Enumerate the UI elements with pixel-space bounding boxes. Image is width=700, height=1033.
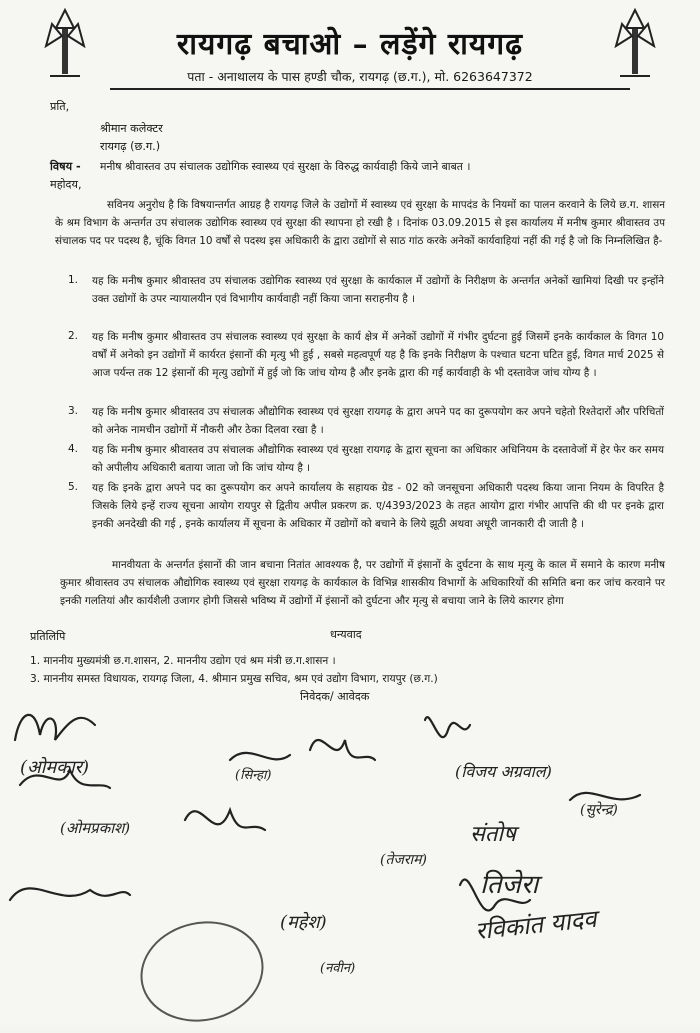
signature-name: (सिन्हा) <box>235 768 272 783</box>
intro-paragraph: सविनय अनुरोध है कि विषयान्तर्गत आग्रह है रायगढ़ जिले के उद्योगों में स्वास्थ्य एवं सुरक्षा के मापदंड के नियमों का पालन करवाने के लिये छ.ग. शासन के श्रम विभाग के अन्तर्गत उप संचालक उद्योगिक स्वास्थ्य एवं सुरक्षा की स्थापना हो रखी है । दिनांक 03.09.2015 से इस कार्यालय में मनीष कुमार श्रीवास्तव उप संचालक पद पर पदस्थ है, चूंकि विगत 10 वर्षों से पदस्थ इस अधिकारी के द्वारा उद्योगों से साठ गांठ करके अनेकों कार्यवाहियां नहीं की गई है जो कि निम्नलिखित है- <box>55 199 665 247</box>
point-text: यह कि मनीष कुमार श्रीवास्तव उप संचालक औद्योगिक स्वास्थ्य एवं सुरक्षा रायगढ़ के द्वारा सूचना का अधिकार अधिनियम के दस्तावेजों में हेर फेर कर समय को अपीलीय अधिकारी बताया जाता जो कि जांच योग्य है । <box>92 444 664 474</box>
signature-name: (तेजराम) <box>380 852 428 868</box>
tree-logo-icon <box>610 6 660 78</box>
subject-label: विषय - <box>50 160 81 173</box>
point-number: 2. <box>68 330 79 342</box>
point-text: यह कि मनीष कुमार श्रीवास्तव उप संचालक औद्योगिक स्वास्थ्य एवं सुरक्षा रायगढ़ के द्वारा अपने पद का दुरूपयोग कर अपने चहेतो रिश्तेदारों और परिचितों को अनेक नामचीन उद्योगों में नौकरी और ठेका दिलवा रखा है । <box>92 406 664 436</box>
letterhead-title: रायगढ़ बचाओ – लड़ेंगे रायगढ़ <box>176 27 524 62</box>
point-text: यह कि मनीष कुमार श्रीवास्तव उप संचालक स्वास्थ्य एवं सुरक्षा के कार्य क्षेत्र में अनेकों उद्योगों में गंभीर दुर्घटना हुई जिसमें इनके कार्यकाल के विगत 10 वर्षों में अनेको इन उद्योगों में कार्यरत इंसानों की मृत्यु भी हुई , सबसे महत्वपूर्ण यह है कि इनके निरीक्षण के पश्चात घटना घटित हुई, विगत मार्च 2025 से आज पर्यन्त तक 12 इंसानों की मृत्यु उद्योगों में हुई जो कि जांच योग्य है और इनके द्वारा की गई कार्यवाही के भी दस्तावेज जांच योग्य है । <box>92 331 664 379</box>
point-number: 3. <box>68 405 79 417</box>
handwritten-scribbles-icon <box>0 700 700 1025</box>
point-number: 1. <box>68 274 79 286</box>
addressee-name: श्रीमान कलेक्टर <box>100 122 163 135</box>
signature-name: (महेश) <box>280 912 327 933</box>
signoff-text: निवेदक/ आवेदक <box>300 690 370 703</box>
copy-line-1: 1. माननीय मुख्यमंत्री छ.ग.शासन, 2. माननीय उद्योग एवं श्रम मंत्री छ.ग.शासन । <box>30 655 336 667</box>
signature-name: तिजेरा <box>480 870 539 900</box>
point-number: 5. <box>68 481 79 493</box>
copy-label: प्रतिलिपि <box>30 630 66 643</box>
point-text: यह कि इनके द्वारा अपने पद का दुरूपयोग कर अपने कार्यालय के सहायक ग्रेड - 02 को जनसूचना अधिकारी पदस्थ किया जाना नियम के विपरित है जिसके लिये इन्हें राज्य सूचना आयोग रायपुर से द्वितीय अपील प्रकरण क्र. ए/4393/2023 के तहत आयोग द्वारा गंभीर आपत्ति की थी पर इनके द्वारा इनकी अनदेखी की गई , इनके कार्यालय में सूचना के अधिकार में उद्योगों को बचाने के लिये झूठी अथवा अधूरी जानकारी दी जाती है । <box>92 482 664 530</box>
signature-name: (सुरेन्द्र) <box>580 802 618 818</box>
signature-name: (ओमप्रकाश) <box>60 819 131 837</box>
point-number: 4. <box>68 443 79 455</box>
letterhead-address: पता - अनाथालय के पास हण्डी चौक, रायगढ़ (छ.ग.), मो. 6263647372 <box>187 69 533 84</box>
salutation: महोदय, <box>50 178 82 191</box>
point-text: यह कि मनीष कुमार श्रीवास्तव उप संचालक उद्योगिक स्वास्थ्य एवं सुरक्षा के कार्यकाल में उद्योगों के निरीक्षण के अन्तर्गत अनेकों खामियां दिखी पर इन्होंने उक्त उद्योगों के उपर न्यायालयीन एवं विभागीय कार्यवाही नहीं किया जाना सराहनीय है । <box>92 275 664 305</box>
thanks-text: धन्यवाद <box>330 628 362 641</box>
closing-paragraph: मानवीयता के अन्तर्गत इंसानों की जान बचाना नितांत आवश्यक है, पर उद्योगों में इंसानों के दुर्घटना के साथ मृत्यु के काल में समाने के कारण मनीष कुमार श्रीवास्तव उप संचालक औद्योगिक स्वास्थ्य एवं सुरक्षा रायगढ़ के कार्यकाल के विभिन्न शासकीय विभागों के अधिकारियों की समिति बना कर जांच करवाने पर इनकी गलतियां और कार्यशैली उजागर होगी जिससे भविष्य में उद्योगों में इंसानों को दुर्घटना और मृत्यु से बचाया जाने के लिये कारगर होगा <box>60 559 665 607</box>
prati-label: प्रति, <box>50 100 70 113</box>
signature-name: (ओमकार) <box>20 757 90 778</box>
addressee-place: रायगढ़ (छ.ग.) <box>100 140 161 153</box>
signatures-area <box>0 700 700 1025</box>
header-divider <box>110 88 630 90</box>
subject-text: मनीष श्रीवास्तव उप संचालक उद्योगिक स्वास्थ्य एवं सुरक्षा के विरुद्ध कार्यवाही किये जाने बाबत । <box>100 160 471 173</box>
copy-line-2: 3. माननीय समस्त विधायक, रायगढ़ जिला, 4. श्रीमान प्रमुख सचिव, श्रम एवं उद्योग विभाग, रायपुर (छ.ग.) <box>30 673 438 685</box>
signature-name: रविकांत यादव <box>473 904 598 946</box>
tree-logo-icon <box>40 6 90 78</box>
signature-name: संतोष <box>470 822 516 847</box>
signature-name: (विजय अग्रवाल) <box>455 762 552 781</box>
signature-name: (नवीन) <box>320 961 356 976</box>
